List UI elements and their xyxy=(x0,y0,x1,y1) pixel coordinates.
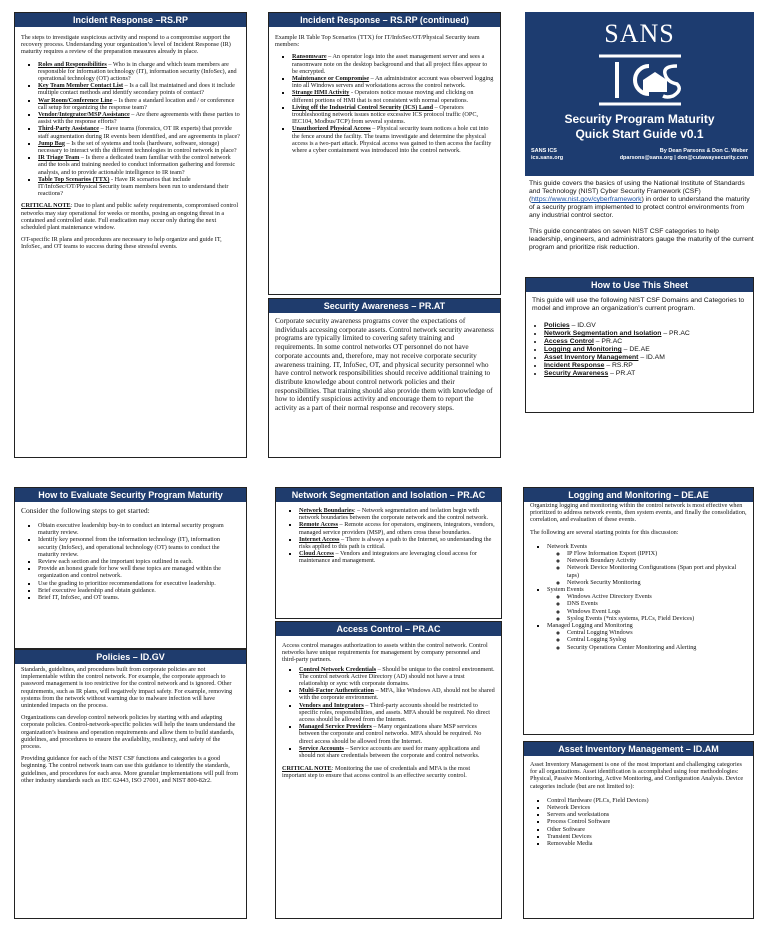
incident-response-title: Incident Response –RS.RP xyxy=(15,13,246,27)
list-item: ▪ Obtain executive leadership buy-in to conduct an internal security program maturity review. xyxy=(38,522,240,536)
sub-list xyxy=(547,550,747,586)
list-item xyxy=(38,61,240,83)
cover-intro-p1: This guide covers the basics of using the National Institute of Standards and Technology (NIST) Cyber Security Framework (CSF) (https://www.nist.gov/cyberframework) in order to understand the maturity of a security program implemented to protect control environments from any industrial control sector. xyxy=(529,180,750,219)
evaluate-panel xyxy=(14,487,247,649)
evaluate-list xyxy=(21,522,240,601)
sub-list-item: ◦ Network Security Monitoring xyxy=(567,579,747,586)
list-item-text: – Many organizations share MSP services between the corporate and control networks. MFA should be required. No direct access should be allowed from the Internet. xyxy=(299,723,482,745)
list-item-text: – ID.AM xyxy=(638,354,665,361)
security-awareness-title: Security Awareness – PR.AT xyxy=(269,299,500,313)
list-item-label: Managed Logging and Monitoring xyxy=(547,622,633,630)
sans-logo-word: SANS xyxy=(604,19,675,48)
list-item xyxy=(299,723,495,745)
list-item-term: Table Top Scenarios (TTX) xyxy=(38,175,110,183)
sub-list xyxy=(547,593,747,622)
incident-response-intro: The steps to investigate suspicious activity and respond to a compromise support the recovery process. Understanding your organization’s level of Incident Response (IR) maturity requires a review of the preparation measures already in place. xyxy=(21,34,231,56)
how-to-use-panel xyxy=(525,277,754,413)
list-item-term: Incident Response xyxy=(544,362,605,369)
sub-list-item: ◦ Security Operations Center Monitoring and Alerting xyxy=(567,644,747,651)
list-item xyxy=(292,53,494,75)
list-item-term: Network Segmentation and Isolation xyxy=(544,330,662,337)
list-item-text: – Third-party accounts should be restricted to specific roles, responsibilities, and assets. MFA should be required. No direct access should be allowed from the Internet. xyxy=(299,701,490,724)
cover-intro xyxy=(529,180,754,257)
access-control-note: CRITICAL NOTE: Monitoring the use of credentials and MFA is the most important step to ensure that access control is an effective security control. xyxy=(282,765,471,780)
access-control-list xyxy=(282,666,495,760)
how-to-use-intro: This guide will use the following NIST CSF Domains and Categories to model and improve an organization’s current program. xyxy=(532,297,745,312)
list-item-text: – MFA, like Windows AD, should not be shared with the corporate environment. xyxy=(299,687,495,702)
list-item-term: Policies xyxy=(544,322,570,329)
list-item xyxy=(299,536,495,550)
list-item-text: – PR.AC xyxy=(593,338,623,345)
list-item-text: – Is there a dedicated team familiar with the control network and the tools and training needed to conduct information gathering and forensic analysis, and to provide actionable intelligence to IR team? xyxy=(38,154,236,176)
list-item xyxy=(38,82,240,96)
list-item-text: – Physical security team notices a hole cut into the fence around the facility. The teams investigate and determine the physical access is a two-part attack. Physical access was gained to then access the facility where a cyber containment was introduced into the control network. xyxy=(292,125,492,155)
list-item: ▪ Control Hardware (PLCs, Field Devices) xyxy=(547,797,747,804)
list-item-term: Vendor/Integrator/MSP Assistance xyxy=(38,111,130,119)
list-item: ▪ Identify key personnel from the information technology (IT), information security (InfoSec), and operational technology (OT) teams to conduct the maturity review. xyxy=(38,536,240,558)
list-item-text: – Is there a standard location and / or conference call setup for organizing the response team? xyxy=(38,96,235,111)
access-control-panel xyxy=(275,621,502,919)
list-item xyxy=(38,111,240,125)
list-item-text: – Should be unique to the control environment. The control network Active Directory (AD) should not have a trust relationship or sync with corporate domains. xyxy=(299,665,495,688)
sub-list-item: ◦ Central Logging Syslog xyxy=(567,636,747,643)
incident-response-panel xyxy=(14,12,247,458)
sub-list-item: ◦ Syslog Events (*nix systems, PLCs, Field Devices) xyxy=(567,615,747,622)
list-item-text: – Remote access for operators, engineers, integrators, vendors, managed service providers (MSP), and others cross these boundaries. xyxy=(299,521,495,536)
list-item-term: Access Control xyxy=(544,338,594,345)
incident-response-note: CRITICAL NOTE: Due to plant and public safety requirements, compromised control networks may stay operational for weeks or months, posing an ongoing threat in a contained and controlled state. Full eradication may occur only during the next scheduled plant maintenance window. xyxy=(21,202,239,232)
sub-list-item: ◦ Central Logging Windows xyxy=(567,629,747,636)
logging-panel xyxy=(523,487,754,735)
list-item-term: Logging and Monitoring xyxy=(544,346,622,353)
sub-list-item: ◦ Network Device Monitoring Configurations (Span port and physical taps) xyxy=(567,564,747,578)
list-item-text: : – Network segmentation and isolation begin with network boundaries between the corporate network and the control network. xyxy=(299,507,488,522)
list-item-term: War Room/Conference Line xyxy=(38,96,113,104)
cover-authors: By Dean Parsons & Don C. Weber xyxy=(659,148,748,154)
list-item: ▪ Brief executive leadership and obtain guidance. xyxy=(38,587,240,594)
list-item: ▪ Provide an honest grade for how well these topics are managed within the organization and control network. xyxy=(38,565,240,579)
list-item-term: Living off the Industrial Control Security (ICS) Land xyxy=(292,103,434,111)
sub-list xyxy=(547,629,747,651)
asset-inventory-title: Asset Inventory Management – ID.AM xyxy=(524,742,753,756)
policies-title: Policies – ID.GV xyxy=(15,650,246,664)
incident-response-cont-title: Incident Response – RS.RP (continued) xyxy=(269,13,500,27)
cover-website: ics.sans.org xyxy=(531,155,564,161)
list-item-term: Roles and Responsibilities xyxy=(38,60,107,68)
sub-list-item: ◦ Network Boundary Activity xyxy=(567,557,747,564)
list-item xyxy=(544,346,747,354)
incident-response-cont-panel xyxy=(268,12,501,295)
list-item-term: Asset Inventory Management xyxy=(544,354,639,361)
list-item-term: Third-Party Assistance xyxy=(38,125,100,133)
nist-csf-link[interactable]: https://www.nist.gov/cyberframework xyxy=(531,196,642,203)
cover-intro-p2: This guide concentrates on seven NIST CSF categories to help leadership, engineers, and administrators gauge the maturity of the current program and prioritize risk reduction. xyxy=(529,228,754,251)
list-item xyxy=(38,97,240,111)
list-item xyxy=(547,586,747,622)
list-item xyxy=(544,338,747,346)
cover-emails: dparsons@sans.org | don@cutawaysecurity.com xyxy=(619,155,748,161)
list-item-term: IR Triage Team xyxy=(38,154,80,162)
list-item-term: Control Network Credentials xyxy=(299,665,377,673)
list-item xyxy=(544,362,747,370)
list-item-term: Ransomware xyxy=(292,53,327,61)
list-item-term: Internet Access xyxy=(299,535,340,543)
list-item-text: – An operator logs into the asset management server and sees a ransomware note on the desktop background and that all project files appear to be encrypted. xyxy=(292,53,488,75)
list-item-text: – Operators troubleshooting network issues notice excessive ICS protocol traffic (OPC, IEC104, Modbus/TCP) from several systems. xyxy=(292,103,478,126)
segmentation-list xyxy=(282,507,495,565)
list-item-text: – An administrator account was observed logging into all Windows servers and workstations across the control network. xyxy=(292,75,494,90)
list-item-term: Multi-Factor Authentication xyxy=(299,687,374,695)
sub-list-item: ◦ Windows Event Logs xyxy=(567,608,747,615)
list-item xyxy=(292,75,494,89)
list-item-term: Security Awareness xyxy=(544,370,609,377)
list-item xyxy=(547,543,747,586)
how-to-use-list xyxy=(532,322,747,378)
list-item-text: – Is a call list maintained and does it include multiple contact methods and identify secondary points of contact? xyxy=(38,82,235,97)
list-item xyxy=(38,140,240,154)
policies-p3: Providing guidance for each of the NIST CSF functions and categories is a good beginning. The control network team can use this guidance to identify the standards, guidelines, and procedures for each area. More granular implementations will pull from other industry standards such as IEC 62443, ISO 27001, and NIST 800-82r2. xyxy=(21,755,239,784)
list-item: ▪ Review each section and the important topics outlined in each. xyxy=(38,558,240,565)
list-item xyxy=(544,370,747,378)
list-item-label: System Events xyxy=(547,586,584,594)
list-item-text: - Have IR scenarios that include IT/InfoSec/OT/Physical Security team members been run to understand their reactions? xyxy=(38,175,229,198)
logging-list xyxy=(530,543,747,651)
list-item-text: – PR.AT xyxy=(608,370,636,377)
list-item-term: Jump Bag xyxy=(38,139,65,147)
evaluate-intro: Consider the following steps to get started: xyxy=(21,506,150,515)
list-item xyxy=(38,154,240,176)
list-item-term: Cloud Access xyxy=(299,550,334,558)
policies-p2: Organizations can develop control network policies by starting with and adapting corporate policies. Control-network-specific policies will help the team understand the organization’s business and operation requirements and allow them to build standards, guidelines, and procedures to ensure the availability, resiliency, and safety of the process. xyxy=(21,714,236,751)
list-item: ▪ Transient Devices xyxy=(547,833,747,840)
list-item-text: – There is always a path to the Internet, so understanding the risks applied to this path is critical. xyxy=(299,535,492,551)
incident-response-list xyxy=(21,61,240,198)
cover-org: SANS ICS xyxy=(531,148,557,154)
list-item xyxy=(544,354,747,362)
list-item xyxy=(299,666,495,688)
list-item-text: – Are there agreements with these parties to assist with the response efforts? xyxy=(38,111,240,126)
how-to-use-title: How to Use This Sheet xyxy=(526,278,753,292)
list-item-text: – Have teams (forensics, OT IR experts) that provide staff augmentation during IR events been identified, and are agreements in place? xyxy=(38,125,240,140)
policies-panel xyxy=(14,649,247,919)
list-item-term: Network Boundaries xyxy=(299,507,354,514)
policies-p1: Standards, guidelines, and procedures built from corporate policies are not implementable within the control network. For example, the corporate approach to password management is too restrictive for the control network and is ignored. Other requirements, such as IR plans, will negatively impact safety. For example, removing systems from the network without warning due to malware infection will have unintended impacts on the process. xyxy=(21,666,233,710)
list-item-term: Maintenance or Compromise xyxy=(292,75,370,83)
incident-response-cont-list xyxy=(275,53,494,154)
list-item xyxy=(299,702,495,724)
security-awareness-panel xyxy=(268,298,501,458)
list-item xyxy=(38,176,240,198)
list-item-text: – Vendors and integrators are leveraging cloud access for maintenance and management. xyxy=(299,550,477,565)
list-item: ▪ Use the grading to prioritize recommendations for executive leadership. xyxy=(38,580,240,587)
evaluate-title: How to Evaluate Security Program Maturity xyxy=(15,488,246,502)
list-item xyxy=(299,550,495,564)
list-item: ▪ Network Devices xyxy=(547,804,747,811)
list-item-text: – Service accounts are used for many applications and should not share credentials between the corporate and control networks. xyxy=(299,744,480,760)
list-item xyxy=(547,622,747,651)
list-item-text: – Who is in charge and which team members are responsible for information technology (IT), information security (InfoSec), and operational technology (OT) actions? xyxy=(38,60,237,83)
list-item-term: Service Accounts xyxy=(299,744,344,752)
list-item-text: – Is the set of systems and tools (hardware, software, storage) necessary to interact with the different technologies in control network in place? xyxy=(38,139,237,155)
incident-response-cont-intro: Example IR Table Top Scenarios (TTX) for IT/InfoSec/OT/Physical Security team members: xyxy=(275,34,480,49)
list-item-text: - Operators notice mouse moving and clicking on different portions of HMI that is not consistent with normal operations. xyxy=(292,89,474,104)
logging-intro2: The following are several starting points for this discussion: xyxy=(530,528,679,536)
access-control-intro: Access control manages authorization to assets within the control network. Control networks have unique requirements for management by company personnel and third-party partners. xyxy=(282,642,488,664)
list-item-text: – PR.AC xyxy=(661,330,690,337)
list-item xyxy=(292,89,494,103)
sub-list-item: ◦ Windows Active Directory Events xyxy=(567,593,747,600)
list-item-term: Strange HMI Activity xyxy=(292,89,350,97)
list-item xyxy=(299,507,495,521)
access-control-title: Access Control – PR.AC xyxy=(276,622,501,636)
list-item xyxy=(544,330,747,338)
logging-title: Logging and Monitoring – DE.AE xyxy=(524,488,753,502)
list-item-term: Vendors and Integrators xyxy=(299,701,364,709)
security-awareness-text: Corporate security awareness programs cover the expectations of individuals accessing corporate assets. Control network security awareness programs are typically limited to covering safety training and requirements. In some control networks OT personnel do not have corporate accounts and, therefore, may not receive corporate security awareness training. IT, InfoSec, OT, and physical security personnel who have control network responsibilities should receive additional training to distribute knowledge about control network policies and their responsibilities. That training should also provide them with knowledge of how to identify suspicious activity and encourage them to report the activity as a part of their normal response and recovery steps. xyxy=(275,316,494,413)
ics-logo-icon xyxy=(597,52,683,108)
list-item: ▪ Brief IT, InfoSec, and OT teams. xyxy=(38,594,240,601)
list-item: ▪ Servers and workstations xyxy=(547,811,747,818)
segmentation-panel xyxy=(275,487,502,619)
list-item-text: – ID.GV xyxy=(569,322,596,329)
list-item xyxy=(292,104,494,126)
asset-inventory-panel xyxy=(523,741,754,919)
cover-credits xyxy=(531,148,748,162)
list-item xyxy=(299,745,495,759)
cover-title: Security Program Maturity Quick Start Guide v0.1 xyxy=(564,112,715,141)
list-item xyxy=(299,687,495,701)
list-item: ▪ Removable Media xyxy=(547,840,747,847)
cover-logo-block xyxy=(525,12,754,176)
list-item xyxy=(292,125,494,154)
list-item-text: – DE.AE xyxy=(621,346,650,353)
asset-inventory-intro: Asset Inventory Management is one of the most important and challenging categories for all organizations. Asset identification is accomplished using four methodologies: Physical, Passive Monitoring, Active Monitoring, and Configuration Analysis. Device categories include (but are not limited to): xyxy=(530,761,744,790)
list-item-term: Unauthorized Physical Access xyxy=(292,125,371,133)
list-item-term: Managed Service Providers xyxy=(299,723,372,731)
list-item xyxy=(544,322,747,330)
sub-list-item: ◦ IP Flow Information Export (IPFIX) xyxy=(567,550,747,557)
list-item: ▪ Other Software xyxy=(547,826,747,833)
segmentation-title: Network Segmentation and Isolation – PR.AC xyxy=(276,488,501,502)
incident-response-closing: OT-specific IR plans and procedures are necessary to help organize and guide IT, InfoSec, and OT teams to success during these stressful events. xyxy=(21,236,222,251)
list-item xyxy=(38,125,240,139)
list-item-term: Remote Access xyxy=(299,521,338,529)
list-item xyxy=(299,521,495,535)
sub-list-item: ◦ DNS Events xyxy=(567,600,747,607)
list-item-term: Key Team Member Contact List xyxy=(38,82,124,90)
list-item: ▪ Process Control Software xyxy=(547,818,747,825)
list-item-label: Network Events xyxy=(547,542,588,550)
asset-inventory-list xyxy=(530,797,747,847)
logging-intro: Organizing logging and monitoring within the control network is most effective when prioritized to address network events, then system events, and finally the consolidation, correlation, and evaluation of these events. xyxy=(530,502,747,524)
list-item-text: – RS.RP xyxy=(604,362,633,369)
